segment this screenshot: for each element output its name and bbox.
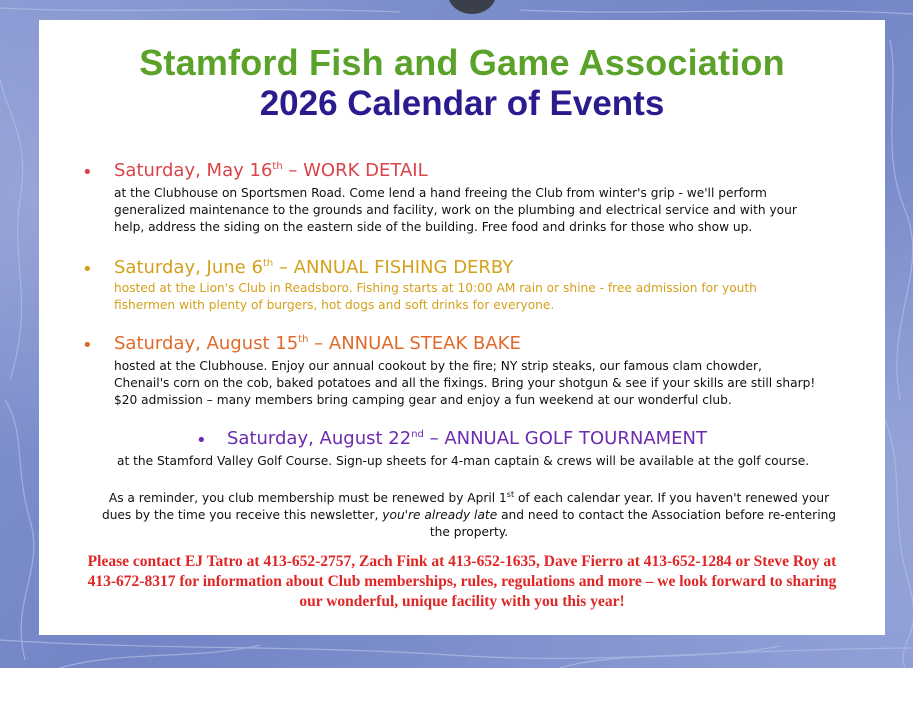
bullet-icon: •: [82, 335, 93, 356]
page-title: Stamford Fish and Game Association: [139, 42, 785, 83]
bullet-icon: •: [82, 259, 93, 280]
event-description: at the Stamford Valley Golf Course. Sign-up sheets for 4-man captain & crews will be available at the golf course.: [117, 454, 810, 468]
membership-reminder: [99, 486, 839, 541]
reminder-ordinal: st: [506, 490, 515, 499]
event-heading: [227, 428, 707, 449]
reminder-text: and need to contact the Association before re-entering the property.: [429, 508, 837, 539]
event-ordinal: th: [272, 161, 283, 172]
bullet-icon: •: [196, 430, 207, 451]
reminder-emphasis: you're already late: [382, 508, 498, 522]
event-ordinal: nd: [411, 429, 424, 440]
event-title: – WORK DETAIL: [282, 160, 428, 181]
page-subtitle: 2026 Calendar of Events: [259, 84, 665, 123]
event-day: Saturday, June 6: [114, 257, 263, 278]
event-title: – ANNUAL STEAK BAKE: [308, 333, 521, 354]
bullet-icon: •: [82, 162, 93, 183]
event-heading: [114, 160, 428, 181]
event-ordinal: th: [262, 258, 274, 269]
event-day: Saturday, May 16: [114, 160, 273, 181]
event-heading: [114, 333, 521, 354]
event-heading: [114, 257, 513, 278]
reminder-text: As a reminder, you club membership must be renewed by April 1: [108, 491, 507, 505]
event-day: Saturday, August 22: [227, 428, 412, 449]
newsletter-card: [39, 20, 885, 635]
event-title: – ANNUAL FISHING DERBY: [273, 257, 514, 278]
event-description: hosted at the Lion's Club in Readsboro. Fishing starts at 10:00 AM rain or shine - free admission for youth fishermen with plenty of burgers, hot dogs and soft drinks for everyone.: [114, 281, 757, 312]
event-description: hosted at the Clubhouse. Enjoy our annual cookout by the fire; NY strip steaks, our famous clam chowder, Chenail's corn on the cob, baked potatoes and all the fixings. Bring your shotgun & see if your skills are still sharp! $20 admission – many members bring camping gear and enjoy a fun weekend at our wonderful club.: [114, 359, 816, 407]
reminder-text: of each calendar year. If you haven't renewed your dues by the time you receive this newsletter,: [101, 491, 830, 522]
event-description: at the Clubhouse on Sportsmen Road. Come lend a hand freeing the Club from winter's grip - we'll perform generalized maintenance to the grounds and facility, work on the plumbing and electrical service and with your help, address the siding on the eastern side of the building. Free food and drinks for those who show up.: [114, 186, 797, 234]
event-ordinal: th: [298, 334, 309, 345]
event-title: – ANNUAL GOLF TOURNAMENT: [423, 428, 708, 449]
event-day: Saturday, August 15: [114, 333, 299, 354]
contact-info: Please contact EJ Tatro at 413-652-2757, Zach Fink at 413-652-1635, Dave Fierro at 413-652-1284 or Steve Roy at 413-672-8317 for information about Club memberships, rules, regulations and more – we look forward to sharing our wonderful, unique facility with you this year!: [87, 553, 837, 610]
